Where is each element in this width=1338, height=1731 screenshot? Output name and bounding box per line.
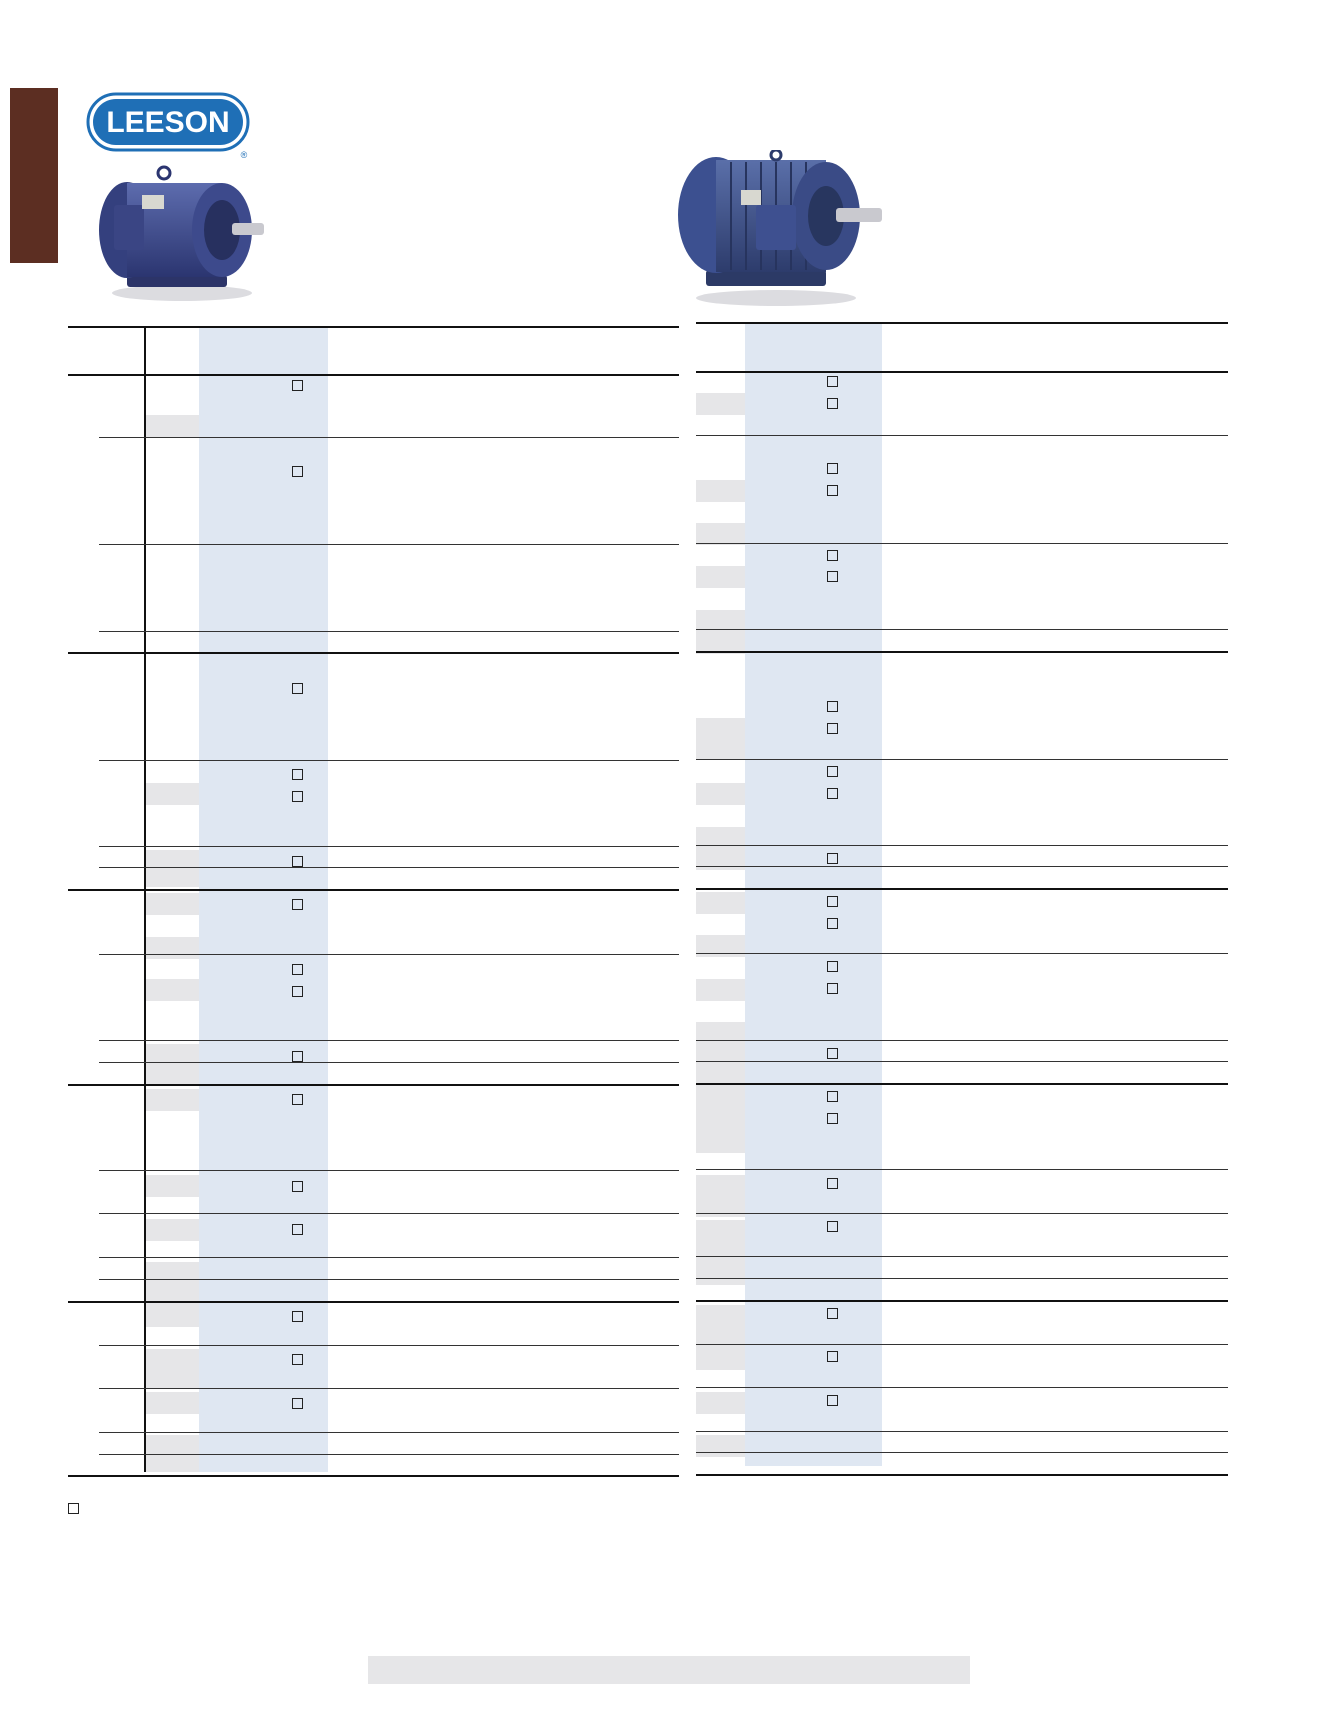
shaded-cell (696, 979, 745, 1001)
option-checkbox[interactable] (292, 1311, 303, 1322)
table-rule (68, 374, 679, 376)
option-checkbox[interactable] (827, 766, 838, 777)
option-checkbox[interactable] (827, 701, 838, 712)
table-rule (99, 1257, 679, 1258)
table-rule (696, 1256, 1228, 1257)
table-rule (99, 1454, 679, 1455)
option-checkbox[interactable] (292, 899, 303, 910)
shaded-cell (696, 1220, 745, 1285)
shaded-cell (696, 1022, 745, 1087)
table-rule (68, 1475, 679, 1477)
shaded-cell (146, 1284, 199, 1327)
option-checkbox[interactable] (827, 1395, 838, 1406)
option-checkbox[interactable] (827, 376, 838, 387)
shaded-cell (696, 783, 745, 805)
option-checkbox[interactable] (292, 1224, 303, 1235)
table-rule (696, 1040, 1228, 1041)
shaded-cell (696, 827, 745, 870)
option-checkbox[interactable] (292, 986, 303, 997)
option-checkbox[interactable] (827, 853, 838, 864)
shaded-cell (146, 1219, 199, 1241)
shaded-cell (696, 1087, 745, 1153)
option-checkbox[interactable] (827, 896, 838, 907)
shaded-cell (146, 415, 199, 437)
table-rule (99, 631, 679, 632)
shaded-cell (696, 1175, 745, 1217)
section-tab (10, 88, 58, 263)
table-rule (68, 652, 679, 654)
table-rule (696, 1387, 1228, 1388)
table-rule (696, 759, 1228, 760)
svg-text:LEESON: LEESON (106, 106, 230, 139)
table-rule (99, 1345, 679, 1346)
table-rule (99, 1062, 679, 1063)
option-checkbox[interactable] (827, 723, 838, 734)
table-rule (696, 371, 1228, 373)
option-checkbox[interactable] (292, 1354, 303, 1365)
option-checkbox[interactable] (827, 918, 838, 929)
motor-left-photo (92, 165, 267, 305)
table-rule (696, 1344, 1228, 1345)
shaded-cell (696, 718, 745, 760)
table-rule (696, 1300, 1228, 1302)
table-rule (68, 889, 679, 891)
shaded-cell (146, 937, 199, 959)
footnote-marker (68, 1503, 79, 1514)
table-rule (99, 1040, 679, 1041)
option-checkbox[interactable] (827, 1178, 838, 1189)
option-checkbox[interactable] (827, 398, 838, 409)
table-rule (696, 866, 1228, 867)
table-rule (696, 1474, 1228, 1476)
table-rule (696, 1431, 1228, 1432)
table-rule (696, 1452, 1228, 1453)
table-rule (99, 760, 679, 761)
table-rule (696, 1061, 1228, 1062)
footer-bar (368, 1656, 970, 1684)
option-checkbox[interactable] (827, 485, 838, 496)
option-checkbox[interactable] (292, 791, 303, 802)
table-rule (99, 1170, 679, 1171)
shaded-cell (146, 893, 199, 915)
shaded-cell (146, 850, 199, 887)
option-checkbox[interactable] (827, 463, 838, 474)
highlight-column (745, 322, 882, 1466)
table-rule (99, 954, 679, 955)
shaded-cell (696, 480, 745, 502)
svg-text:®: ® (240, 150, 248, 160)
shaded-cell (146, 1089, 199, 1111)
table-rule (696, 953, 1228, 954)
table-rule (99, 867, 679, 868)
motor-right-photo (676, 150, 886, 310)
option-checkbox[interactable] (292, 683, 303, 694)
option-checkbox[interactable] (292, 380, 303, 391)
shaded-cell (146, 1349, 199, 1389)
table-rule (696, 322, 1228, 324)
option-checkbox[interactable] (827, 1048, 838, 1059)
option-checkbox[interactable] (827, 1221, 838, 1232)
shaded-cell (696, 393, 745, 415)
table-rule (99, 1388, 679, 1389)
option-checkbox[interactable] (292, 466, 303, 477)
table-rule (68, 326, 679, 328)
table-rule (68, 1084, 679, 1086)
table-rule (696, 543, 1228, 544)
table-rule (696, 1169, 1228, 1170)
option-checkbox[interactable] (827, 1308, 838, 1319)
table-rule (696, 1083, 1228, 1085)
option-checkbox[interactable] (827, 983, 838, 994)
leeson-logo (86, 92, 256, 160)
option-checkbox[interactable] (292, 856, 303, 867)
shaded-cell (146, 1044, 199, 1086)
table-rule (696, 651, 1228, 653)
shaded-cell (696, 566, 745, 588)
option-checkbox[interactable] (827, 571, 838, 582)
option-checkbox[interactable] (827, 550, 838, 561)
shaded-cell (696, 523, 745, 545)
table-rule (99, 544, 679, 545)
table-rule (99, 1432, 679, 1433)
table-rule (696, 845, 1228, 846)
option-checkbox[interactable] (292, 964, 303, 975)
shaded-cell (146, 783, 199, 805)
shaded-cell (146, 1262, 199, 1284)
shaded-cell (146, 1392, 199, 1414)
table-rule (99, 1213, 679, 1214)
table-rule (68, 1301, 679, 1303)
option-checkbox[interactable] (827, 1091, 838, 1102)
shaded-cell (696, 1392, 745, 1414)
option-checkbox[interactable] (827, 1351, 838, 1362)
table-rule (696, 435, 1228, 436)
shaded-cell (696, 1435, 745, 1457)
table-rule (99, 1279, 679, 1280)
option-checkbox[interactable] (292, 1094, 303, 1105)
shaded-cell (696, 1305, 745, 1370)
table-rule (99, 846, 679, 847)
shaded-cell (146, 979, 199, 1001)
option-checkbox[interactable] (827, 961, 838, 972)
table-rule (696, 1278, 1228, 1279)
option-checkbox[interactable] (292, 769, 303, 780)
table-rule (99, 437, 679, 438)
option-checkbox[interactable] (292, 1398, 303, 1409)
shaded-cell (696, 892, 745, 914)
table-rule (696, 629, 1228, 630)
shaded-cell (146, 1175, 199, 1197)
option-checkbox[interactable] (292, 1051, 303, 1062)
table-rule (696, 888, 1228, 890)
table-rule (696, 1213, 1228, 1214)
option-checkbox[interactable] (292, 1181, 303, 1192)
option-checkbox[interactable] (827, 1113, 838, 1124)
option-checkbox[interactable] (827, 788, 838, 799)
